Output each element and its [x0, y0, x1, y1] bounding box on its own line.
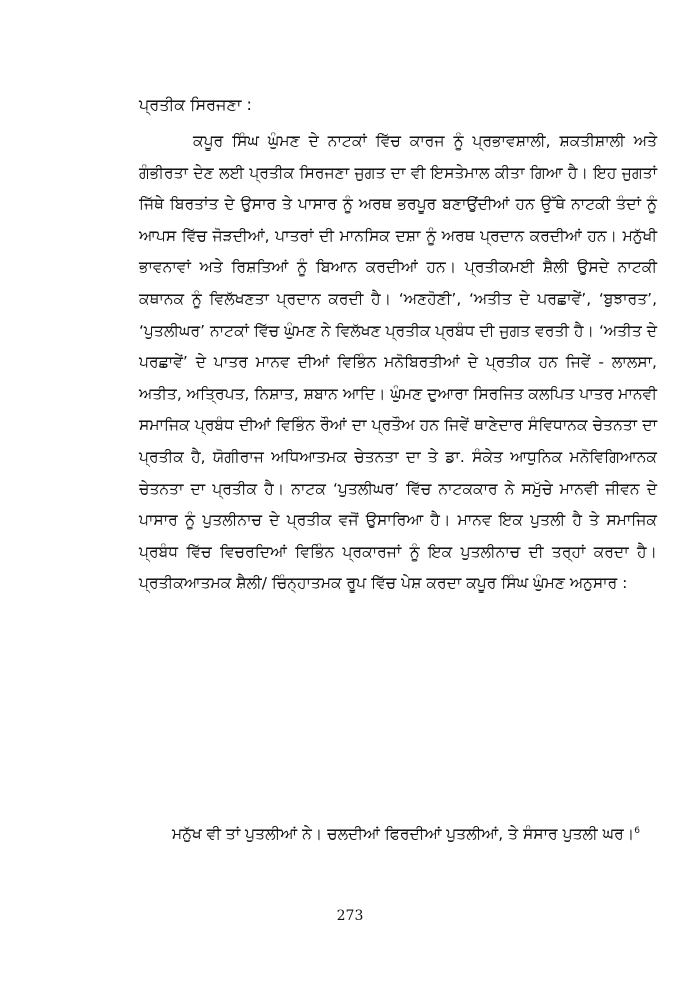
body-paragraph: ਕਪੂਰ ਸਿੰਘ ਘੁੰਮਣ ਦੇ ਨਾਟਕਾਂ ਵਿੱਚ ਕਾਰਜ ਨੂੰ ਪ੍ਰਭਾਵਸ਼ਾਲੀ, ਸ਼ਕਤੀਸ਼ਾਲੀ ਅਤੇ ਗੰਭੀਰਤਾ ਦੇਣ ਲਈ ਪ੍ਰਤੀਕ ਸਿਰਜਣਾ ਜੁਗਤ ਦਾ ਵੀ ਇਸਤੇਮਾਲ ਕੀਤਾ ਗਿਆ ਹੈ। ਇਹ ਜੁਗਤਾਂ ਜਿੱਥੇ ਬਿਰਤਾਂਤ ਦੇ ਉਸਾਰ ਤੇ ਪਾਸਾਰ ਨੂੰ ਅਰਥ ਭਰਪੂਰ ਬਣਾਉਂਦੀਆਂ ਹਨ ਉੱਥੇ ਨਾਟਕੀ ਤੰਦਾਂ ਨੂੰ ਆਪਸ ਵਿੱਚ ਜੋੜਦੀਆਂ, ਪਾਤਰਾਂ ਦੀ ਮਾਨਸਿਕ ਦਸ਼ਾ ਨੂੰ ਅਰਥ ਪ੍ਰਦਾਨ ਕਰਦੀਆਂ ਹਨ। ਮਨੁੱਖੀ ਭਾਵਨਾਵਾਂ ਅਤੇ ਰਿਸ਼ਤਿਆਂ ਨੂੰ ਬਿਆਨ ਕਰਦੀਆਂ ਹਨ। ਪ੍ਰਤੀਕਮਈ ਸ਼ੈਲੀ ਉਸਦੇ ਨਾਟਕੀ ਕਥਾਨਕ ਨੂੰ ਵਿਲੱਖਣਤਾ ਪ੍ਰਦਾਨ ਕਰਦੀ ਹੈ। ‘ਅਣਹੋਣੀ’, ‘ਅਤੀਤ ਦੇ ਪਰਛਾਵੇਂ’, ‘ਬੁਝਾਰਤ’, ‘ਪੁਤਲੀਘਰ’ ਨਾਟਕਾਂ ਵਿੱਚ ਘੁੰਮਣ ਨੇ ਵਿਲੱਖਣ ਪ੍ਰਤੀਕ ਪ੍ਰਬੰਧ ਦੀ ਜੁਗਤ ਵਰਤੀ ਹੈ। ‘ਅਤੀਤ ਦੇ ਪਰਛਾਵੇਂ’ ਦੇ ਪਾਤਰ ਮਾਨਵ ਦੀਆਂ ਵਿਭਿੰਨ ਮਨੋਬਿਰਤੀਆਂ ਦੇ ਪ੍ਰਤੀਕ ਹਨ ਜਿਵੇਂ - ਲਾਲਸਾ, ਅਤੀਤ, ਅਤ੍ਰਿਪਤ, ਨਿਸ਼ਾਤ, ਸ਼ਬਾਨ ਆਦਿ। ਘੁੰਮਣ ਦੁਆਰਾ ਸਿਰਜਿਤ ਕਲਪਿਤ ਪਾਤਰ ਮਾਨਵੀ ਸਮਾਜਿਕ ਪ੍ਰਬੰਧ ਦੀਆਂ ਵਿਭਿੰਨ ਰੌਆਂ ਦਾ ਪ੍ਰਤੌਅ ਹਨ ਜਿਵੇਂ ਥਾਣੇਦਾਰ ਸੰਵਿਧਾਨਕ ਚੇਤਨਤਾ ਦਾ ਪ੍ਰਤੀਕ ਹੈ, ਯੋਗੀਰਾਜ ਅਧਿਆਤਮਕ ਚੇਤਨਤਾ ਦਾ ਤੇ ਡਾ. ਸੰਕੇਤ ਆਧੁਨਿਕ ਮਨੋਵਿਗਿਆਨਕ ਚੇਤਨਤਾ ਦਾ ਪ੍ਰਤੀਕ ਹੈ। ਨਾਟਕ ‘ਪੁਤਲੀਘਰ’ ਵਿੱਚ ਨਾਟਕਕਾਰ ਨੇ ਸਮੁੱਚੇ ਮਾਨਵੀ ਜੀਵਨ ਦੇ ਪਾਸਾਰ ਨੂੰ ਪੁਤਲੀਨਾਚ ਦੇ ਪ੍ਰਤੀਕ ਵਜੋਂ ਉਸਾਰਿਆ ਹੈ। ਮਾਨਵ ਇਕ ਪੁਤਲੀ ਹੈ ਤੇ ਸਮਾਜਿਕ ਪ੍ਰਬੰਧ ਵਿੱਚ ਵਿਚਰਦਿਆਂ ਵਿਭਿੰਨ ਪ੍ਰਕਾਰਜਾਂ ਨੂੰ ਇਕ ਪੁਤਲੀਨਾਚ ਦੀ ਤਰ੍ਹਾਂ ਕਰਦਾ ਹੈ। ਪ੍ਰਤੀਕਆਤਮਕ ਸ਼ੈਲੀ/ ਚਿੰਨ੍ਹਾਤਮਕ ਰੂਪ ਵਿੱਚ ਪੇਸ਼ ਕਰਦਾ ਕਪੂਰ ਸਿੰਘ ਘੁੰਮਣ ਅਨੁਸਾਰ :: [139, 132, 657, 593]
section-heading: ਪ੍ਰਤੀਕ ਸਿਰਜਣਾ :: [139, 95, 252, 114]
page-number: 273: [336, 908, 364, 924]
quote-text: ਮਨੁੱਖ ਵੀ ਤਾਂ ਪੁਤਲੀਆਂ ਨੇ। ਚਲਦੀਆਂ ਫਿਰਦੀਆਂ ਪੁਤਲੀਆਂ, ਤੇ ਸੰਸਾਰ ਪੁਤਲੀ ਘਰ।: [172, 825, 635, 843]
block-quote: [172, 819, 657, 851]
footnote-marker: 6: [634, 825, 640, 836]
